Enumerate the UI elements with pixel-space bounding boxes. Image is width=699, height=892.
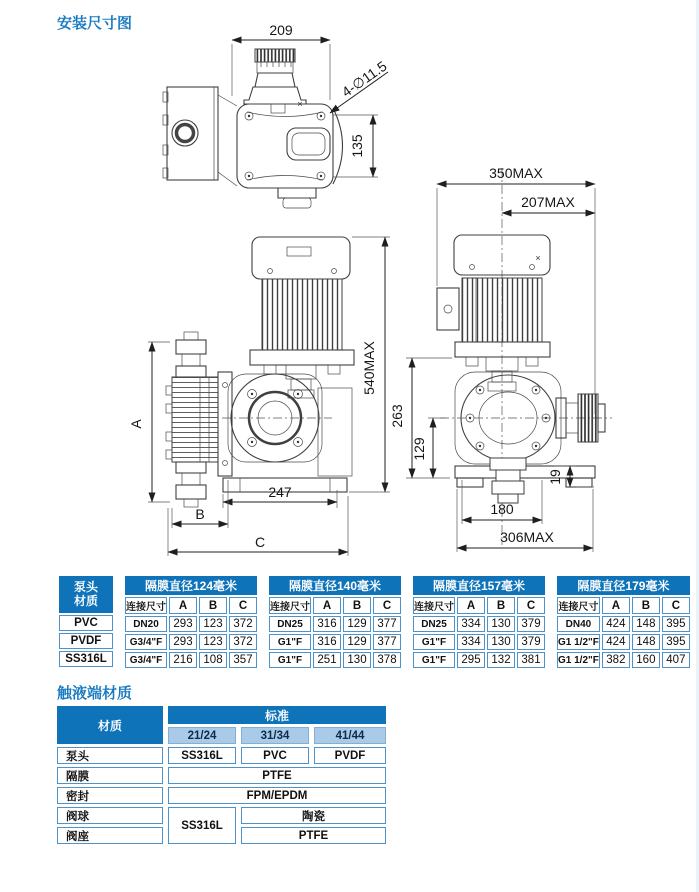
dim-cell: 334	[457, 616, 485, 632]
dim-cell: 251	[313, 652, 341, 668]
dim-cell: 382	[602, 652, 630, 668]
group-title: 隔膜直径124毫米	[125, 576, 257, 595]
motor-front	[437, 235, 550, 391]
col-header-c: C	[517, 597, 545, 614]
dim-C-label: C	[254, 534, 266, 550]
dim-cell: 395	[662, 616, 690, 632]
dim-A-label: A	[128, 419, 144, 429]
dim-cell: 407	[662, 652, 690, 668]
table-row	[557, 616, 690, 632]
dim-cell: G1"F	[269, 634, 311, 650]
seal-value: FPM/EPDM	[168, 787, 386, 804]
material-header-line2: 材质	[73, 593, 98, 608]
dim-cell: DN25	[269, 616, 311, 632]
header-material: 材质	[57, 706, 163, 744]
dim-cell: 130	[487, 616, 515, 632]
valve-shared-value: SS316L	[168, 807, 236, 844]
gearbox-top	[163, 87, 237, 186]
table-row	[557, 652, 690, 668]
col-header-a: A	[602, 597, 630, 614]
col-header-a: A	[313, 597, 341, 614]
dim-cell: 129	[343, 634, 371, 650]
header-standard: 标准	[168, 706, 386, 724]
dim-bolt-holes	[330, 58, 390, 113]
dim-group-179	[555, 574, 692, 670]
table-row	[269, 634, 401, 650]
dim-cell: 123	[199, 634, 227, 650]
ref-mark: ×	[535, 253, 541, 263]
dim-19	[547, 466, 594, 487]
dim-group-140	[267, 574, 403, 670]
side-view-drawing	[128, 237, 390, 556]
pump-body-top	[237, 104, 343, 208]
dim-B-label: B	[195, 506, 205, 522]
dim-180-label: 180	[490, 501, 514, 517]
material-header-line1: 泵头	[73, 580, 98, 595]
dim-cell: 377	[373, 634, 401, 650]
col-header-b: B	[343, 597, 371, 614]
dim-cell: 216	[169, 652, 197, 668]
dim-350-label: 350MAX	[489, 165, 543, 181]
pump-head-side	[222, 374, 352, 492]
dim-247-label: 247	[268, 484, 292, 500]
col-header-b: B	[487, 597, 515, 614]
dim-cell: 379	[517, 616, 545, 632]
wetted-parts-title: 触液端材质	[57, 685, 133, 702]
dim-C	[168, 496, 348, 556]
dim-cell: 316	[313, 634, 341, 650]
dim-129	[411, 418, 446, 478]
dim-cell: G3/4"F	[125, 652, 167, 668]
col-header-c: C	[662, 597, 690, 614]
material-pvc: PVC	[59, 615, 113, 631]
col-header-b: B	[632, 597, 660, 614]
dim-207	[502, 194, 595, 213]
dim-cell: 424	[602, 616, 630, 632]
table-row	[125, 616, 257, 632]
table-row	[413, 634, 545, 650]
page-title: 安装尺寸图	[57, 15, 133, 32]
col-header-a: A	[457, 597, 485, 614]
ref-mark: ×	[297, 99, 303, 109]
dim-cell: 372	[229, 634, 257, 650]
row-label-pump-head: 泵头	[57, 747, 163, 764]
dim-cell: 129	[343, 616, 371, 632]
adjustment-knob	[244, 49, 306, 104]
dim-cell: 316	[313, 616, 341, 632]
table-row	[557, 634, 690, 650]
dim-209-label: 209	[269, 22, 293, 38]
dim-cell: 293	[169, 634, 197, 650]
dim-135-label: 135	[349, 134, 365, 158]
dim-cell: DN20	[125, 616, 167, 632]
dim-cell: G1"F	[413, 652, 455, 668]
pump-head-31-34: PVC	[241, 747, 309, 764]
diaphragm-value: PTFE	[168, 767, 386, 784]
table-row	[125, 652, 257, 668]
valve-seat-value: PTFE	[241, 827, 386, 844]
valve-ball-value: 陶瓷	[241, 807, 386, 824]
dim-cell: G1 1/2"F	[557, 634, 600, 650]
group-title: 隔膜直径140毫米	[269, 576, 401, 595]
dim-cell: DN40	[557, 616, 600, 632]
material-column	[57, 574, 115, 669]
base-and-valve	[455, 458, 595, 503]
col-header-c: C	[229, 597, 257, 614]
material-header	[59, 576, 113, 613]
dim-B	[172, 480, 228, 528]
dimension-table	[57, 574, 692, 670]
dim-cell: 295	[457, 652, 485, 668]
wetted-parts-table	[57, 706, 386, 844]
dim-cell: 148	[632, 616, 660, 632]
dim-540	[349, 237, 390, 492]
dim-cell: 108	[199, 652, 227, 668]
dim-cell: 372	[229, 616, 257, 632]
col-header-a: A	[169, 597, 197, 614]
material-pvdf: PVDF	[59, 633, 113, 649]
dim-306-label: 306MAX	[500, 529, 554, 545]
table-row	[413, 652, 545, 668]
pump-head-21-24: SS316L	[168, 747, 236, 764]
diaphragm-head	[166, 332, 232, 507]
col-header-conn: 连接尺寸	[557, 597, 600, 614]
pump-head-41-44: PVDF	[314, 747, 386, 764]
table-row	[413, 616, 545, 632]
dim-129-label: 129	[411, 437, 427, 461]
dim-cell: DN25	[413, 616, 455, 632]
col-header-c: C	[373, 597, 401, 614]
dim-cell: 381	[517, 652, 545, 668]
dim-cell: 160	[632, 652, 660, 668]
dim-207-label: 207MAX	[521, 194, 575, 210]
dim-cell: 379	[517, 634, 545, 650]
dim-cell: 148	[632, 634, 660, 650]
front-view-drawing	[389, 165, 612, 552]
dim-19-label: 19	[547, 469, 563, 485]
row-label-valve-seat: 阀座	[57, 827, 163, 844]
col-header-b: B	[199, 597, 227, 614]
dim-cell: 377	[373, 616, 401, 632]
col-header-conn: 连接尺寸	[413, 597, 455, 614]
dim-263-label: 263	[389, 404, 405, 428]
dim-cell: 123	[199, 616, 227, 632]
table-row	[269, 616, 401, 632]
dim-540-label: 540MAX	[361, 341, 377, 395]
dim-cell: 293	[169, 616, 197, 632]
dim-cell: G1"F	[269, 652, 311, 668]
dim-holes-label: 4-∅11.5	[338, 57, 390, 101]
row-label-seal: 密封	[57, 787, 163, 804]
row-label-valve-ball: 阀球	[57, 807, 163, 824]
dim-A	[128, 342, 170, 502]
dim-cell: 130	[343, 652, 371, 668]
col-header-conn: 连接尺寸	[125, 597, 167, 614]
dim-cell: G1 1/2"F	[557, 652, 600, 668]
group-title: 隔膜直径157毫米	[413, 576, 545, 595]
dim-cell: 334	[457, 634, 485, 650]
dim-cell: G1"F	[413, 634, 455, 650]
model-col-21-24: 21/24	[168, 727, 236, 744]
material-ss316l: SS316L	[59, 651, 113, 667]
model-col-41-44: 41/44	[314, 727, 386, 744]
table-row	[269, 652, 401, 668]
row-label-diaphragm: 隔膜	[57, 767, 163, 784]
group-title: 隔膜直径179毫米	[557, 576, 690, 595]
dim-cell: 130	[487, 634, 515, 650]
dim-group-124	[123, 574, 259, 670]
table-row	[125, 634, 257, 650]
model-col-31-34: 31/34	[241, 727, 309, 744]
dim-cell: 395	[662, 634, 690, 650]
dim-cell: 132	[487, 652, 515, 668]
dim-cell: 357	[229, 652, 257, 668]
dim-group-157	[411, 574, 547, 670]
col-header-conn: 连接尺寸	[269, 597, 311, 614]
top-view-drawing	[163, 22, 390, 208]
dim-cell: 378	[373, 652, 401, 668]
dim-cell: G3/4"F	[125, 634, 167, 650]
dim-cell: 424	[602, 634, 630, 650]
